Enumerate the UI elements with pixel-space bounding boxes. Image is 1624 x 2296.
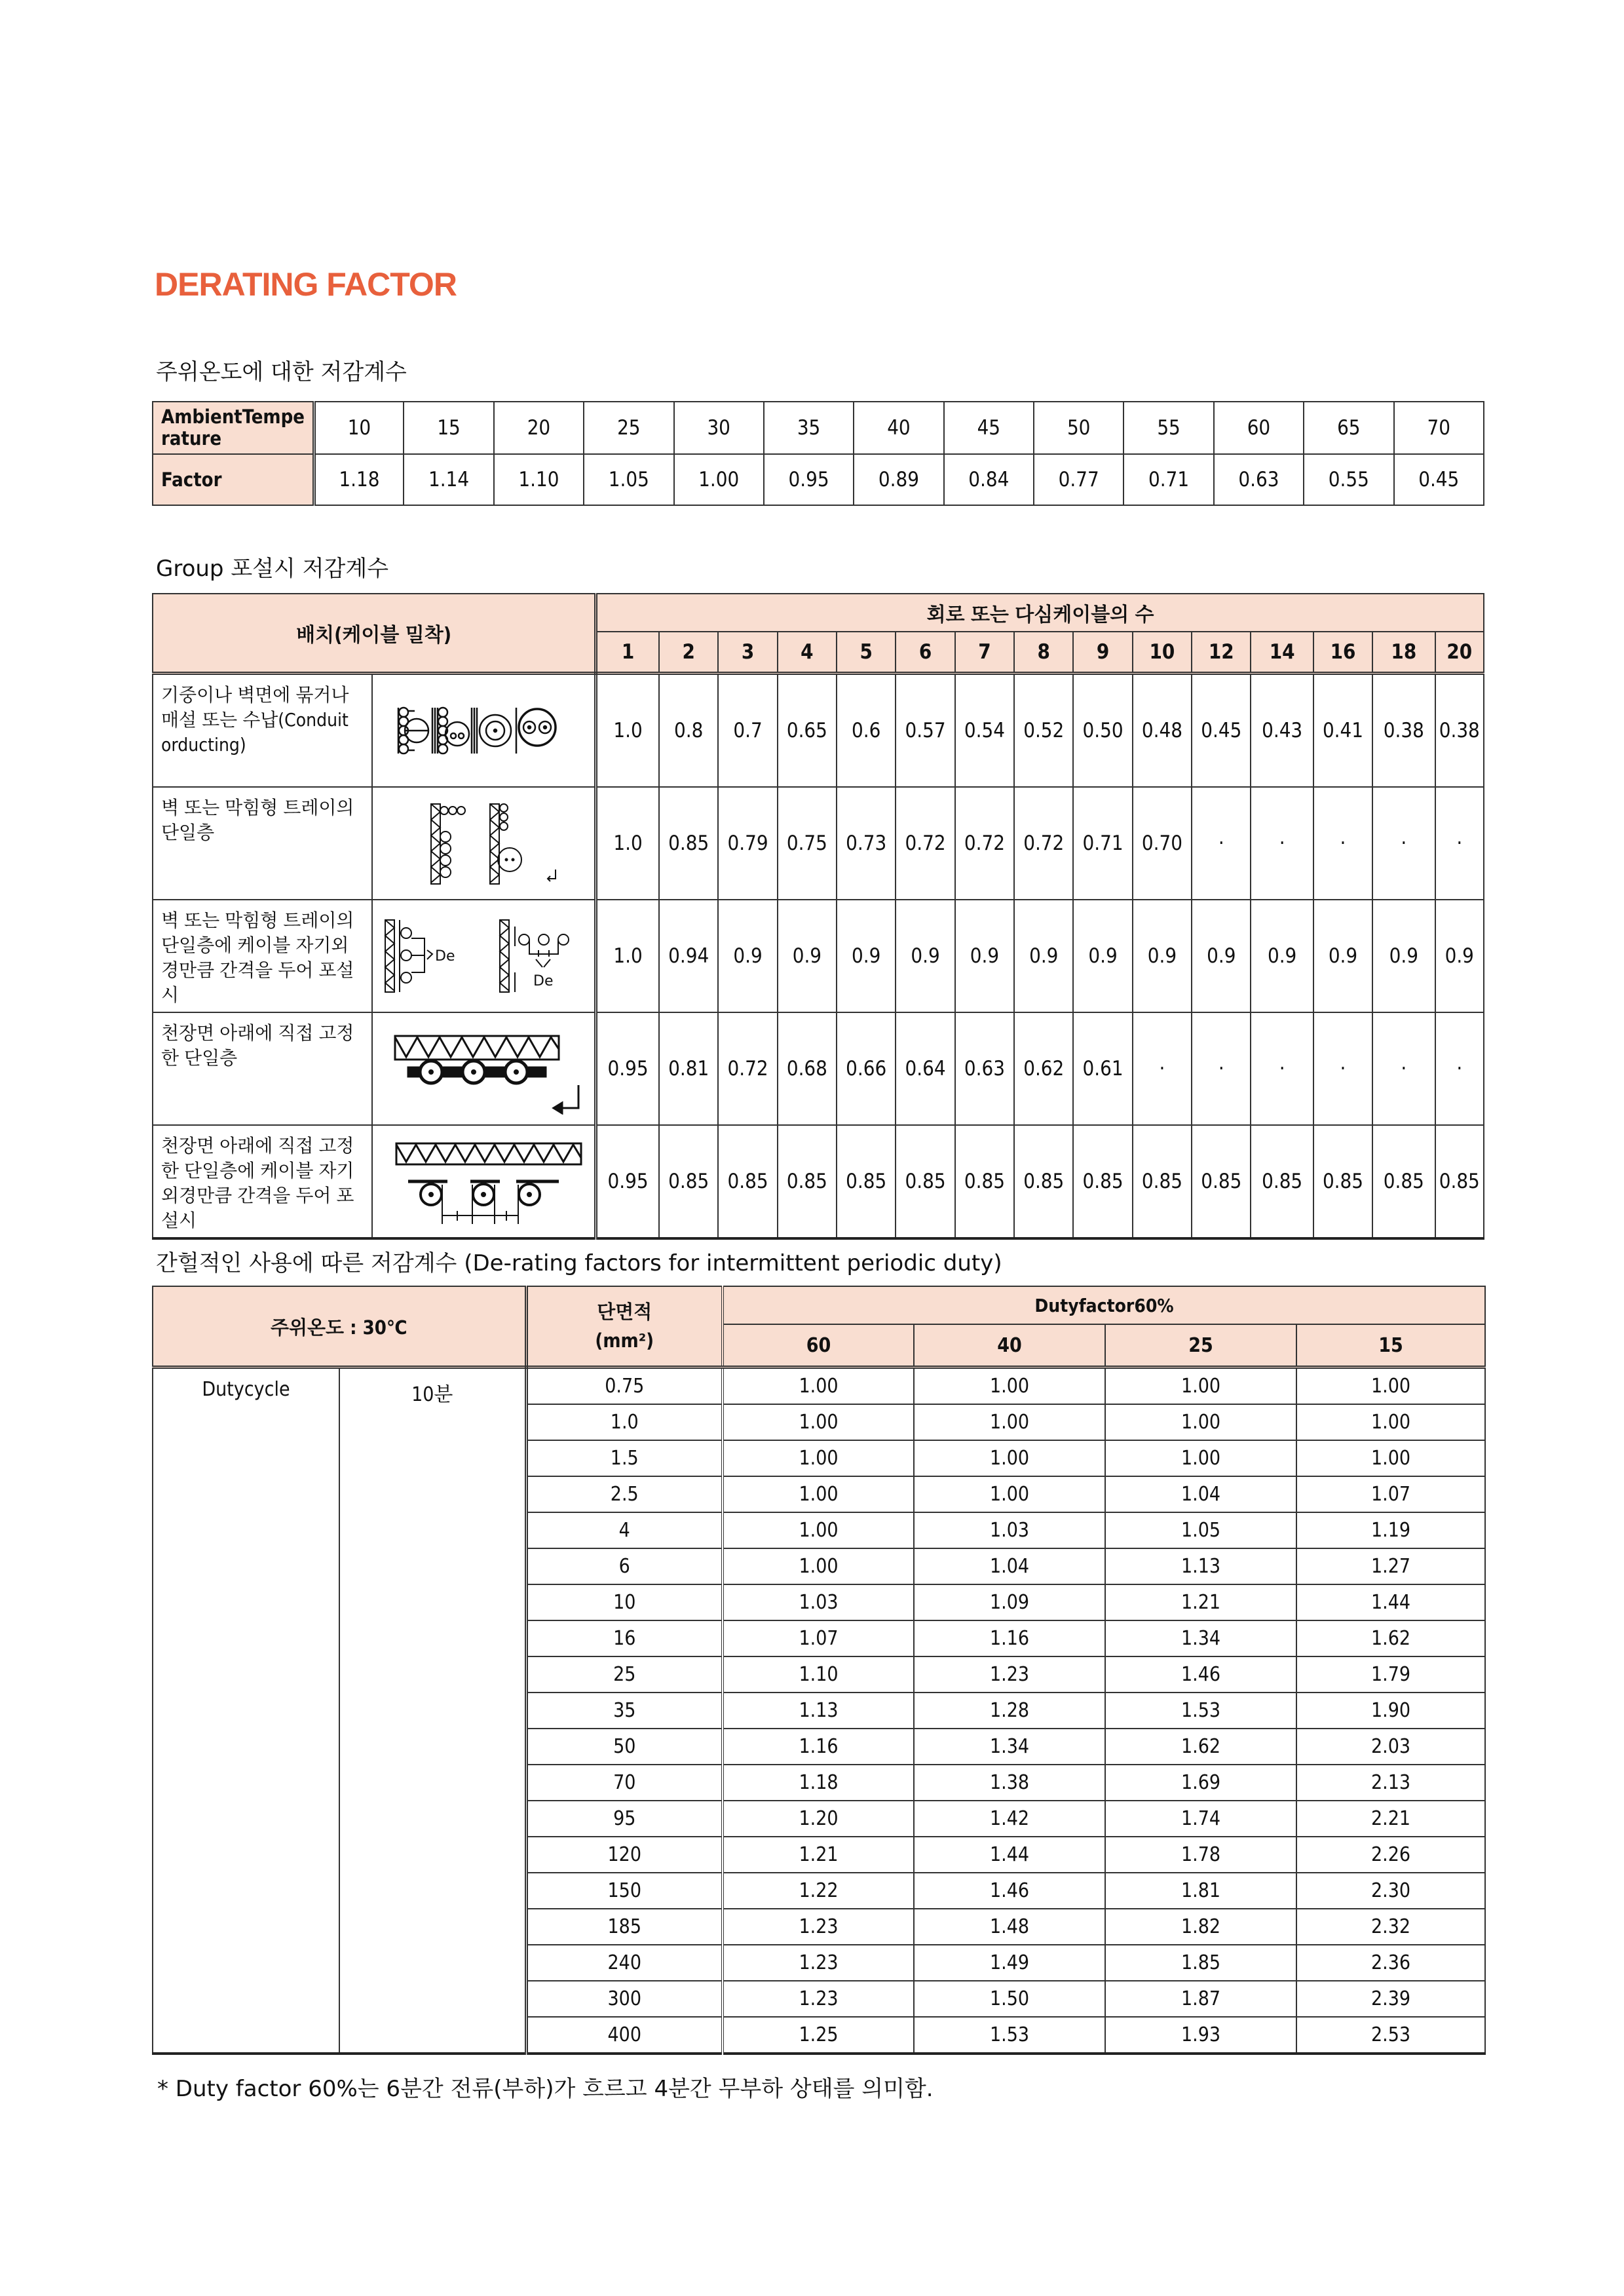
temp-cell: 50	[1034, 402, 1124, 454]
duty-table-body	[153, 1368, 1485, 2054]
duty-cycle-value: 10분	[339, 1368, 526, 2054]
count-header: 8	[1014, 632, 1073, 674]
value-cell: 1.10	[723, 1656, 914, 1693]
factor-cell: 0.70	[1133, 787, 1192, 900]
column-header: 25	[1105, 1324, 1296, 1368]
value-cell: 1.21	[1105, 1584, 1296, 1620]
factor-cell: 0.95	[596, 1012, 659, 1125]
factor-cell: 0.85	[778, 1125, 837, 1238]
count-header: 4	[778, 632, 837, 674]
temp-cell: 15	[404, 402, 493, 454]
value-cell: 1.03	[723, 1584, 914, 1620]
value-cell: 1.00	[723, 1476, 914, 1512]
arrangement-description: 벽 또는 막힘형 트레이의 단일층에 케이블 자기외경만큼 간격을 두어 포설시	[153, 900, 372, 1012]
factor-cell: 0.43	[1251, 674, 1313, 788]
factor-cell: 0.85	[1133, 1125, 1192, 1238]
value-cell: 1.16	[723, 1729, 914, 1765]
value-cell: 1.53	[914, 2017, 1105, 2054]
factor-cell: 0.72	[955, 787, 1014, 900]
factor-cell: 0.45	[1192, 674, 1251, 788]
factor-cell: 0.85	[896, 1125, 954, 1238]
value-cell: 1.00	[1105, 1440, 1296, 1476]
value-cell: 1.00	[914, 1440, 1105, 1476]
factor-cell: ·	[1372, 787, 1435, 900]
factor-cell: 0.54	[955, 674, 1014, 788]
value-cell: 1.16	[914, 1620, 1105, 1656]
value-cell: 1.22	[723, 1873, 914, 1909]
table-row	[153, 1012, 1484, 1125]
arrangement-description: 벽 또는 막힘형 트레이의 단일층	[153, 787, 372, 900]
table-row	[153, 1368, 1485, 1405]
factor-cell: 0.9	[1073, 900, 1132, 1012]
value-cell: 1.00	[723, 1404, 914, 1440]
value-cell: 1.62	[1105, 1729, 1296, 1765]
value-cell: 2.03	[1296, 1729, 1485, 1765]
factor-cell: 0.85	[659, 787, 718, 900]
factor-cell: 1.00	[674, 454, 764, 505]
ambient-section-label: 주위온도에 대한 저감계수	[156, 359, 407, 385]
value-cell: 1.00	[1105, 1404, 1296, 1440]
group-section-label: Group 포설시 저감계수	[156, 556, 389, 582]
area-cell: 240	[526, 1945, 723, 1981]
factor-cell: 0.68	[778, 1012, 837, 1125]
factor-cell: 0.38	[1435, 674, 1484, 788]
value-cell: 1.90	[1296, 1693, 1485, 1729]
area-cell: 400	[526, 2017, 723, 2054]
value-cell: 1.03	[914, 1512, 1105, 1548]
factor-cell: 0.9	[1192, 900, 1251, 1012]
column-header: 60	[723, 1324, 914, 1368]
duty-section-label: 간헐적인 사용에 따른 저감계수 (De-rating factors for intermittent periodic duty)	[156, 1250, 1002, 1276]
ambient-temperature-table	[152, 401, 1484, 506]
factor-cell: 0.89	[854, 454, 943, 505]
row-label-factor: Factor	[153, 454, 314, 505]
factor-cell: 0.79	[718, 787, 777, 900]
area-cell: 1.0	[526, 1404, 723, 1440]
svg-text:De: De	[435, 948, 455, 965]
ceiling-spaced-diagram-icon	[372, 1125, 595, 1238]
value-cell: 1.46	[1105, 1656, 1296, 1693]
area-cell: 2.5	[526, 1476, 723, 1512]
factor-cell: ·	[1192, 787, 1251, 900]
value-cell: 1.28	[914, 1693, 1105, 1729]
arrangement-header: 배치(케이블 밀착)	[153, 594, 596, 674]
value-cell: 1.07	[723, 1620, 914, 1656]
factor-cell: 0.94	[659, 900, 718, 1012]
value-cell: 1.23	[723, 1981, 914, 2017]
factor-cell: 0.45	[1394, 454, 1484, 505]
row-label-ambient-temperature: AmbientTemperature	[153, 402, 314, 454]
temp-cell: 10	[314, 402, 404, 454]
factor-cell: 0.85	[837, 1125, 896, 1238]
factor-cell: 0.72	[718, 1012, 777, 1125]
value-cell: 1.53	[1105, 1693, 1296, 1729]
factor-cell: 1.10	[494, 454, 584, 505]
count-header: 7	[955, 632, 1014, 674]
duty-cycle-label: Dutycycle	[153, 1368, 339, 2054]
factor-cell: ·	[1435, 787, 1484, 900]
count-header: 9	[1073, 632, 1132, 674]
return-arrow-icon	[562, 1085, 578, 1108]
cross-section-header	[526, 1286, 723, 1368]
factor-cell: 0.85	[955, 1125, 1014, 1238]
value-cell: 2.13	[1296, 1765, 1485, 1801]
factor-cell: 0.9	[1372, 900, 1435, 1012]
value-cell: 1.38	[914, 1765, 1105, 1801]
value-cell: 1.21	[723, 1837, 914, 1873]
value-cell: 1.48	[914, 1909, 1105, 1945]
wall-single-layer-diagram-icon	[372, 787, 595, 900]
factor-cell: ·	[1133, 1012, 1192, 1125]
area-cell: 16	[526, 1620, 723, 1656]
factor-cell: 0.84	[944, 454, 1034, 505]
factor-cell: 0.9	[955, 900, 1014, 1012]
temp-cell: 30	[674, 402, 764, 454]
cross-section-label: 단면적	[597, 1301, 652, 1323]
factor-cell: 0.7	[718, 674, 777, 788]
factor-cell: 0.55	[1304, 454, 1393, 505]
factor-cell: 0.63	[1214, 454, 1304, 505]
value-cell: 1.19	[1296, 1512, 1485, 1548]
factor-cell: ·	[1251, 1012, 1313, 1125]
value-cell: 1.44	[1296, 1584, 1485, 1620]
value-cell: 1.00	[914, 1368, 1105, 1405]
count-header: 2	[659, 632, 718, 674]
value-cell: 1.34	[914, 1729, 1105, 1765]
factor-cell: 0.85	[1372, 1125, 1435, 1238]
value-cell: 1.49	[914, 1945, 1105, 1981]
temp-cell: 55	[1124, 402, 1213, 454]
factor-cell: 1.18	[314, 454, 404, 505]
factor-cell: ·	[1192, 1012, 1251, 1125]
factor-row	[153, 454, 1484, 505]
column-header: 40	[914, 1324, 1105, 1368]
temp-cell: 35	[764, 402, 854, 454]
factor-cell: ·	[1313, 1012, 1372, 1125]
count-header: 5	[837, 632, 896, 674]
temp-cell: 20	[494, 402, 584, 454]
value-cell: 1.13	[1105, 1548, 1296, 1584]
factor-cell: 0.77	[1034, 454, 1124, 505]
factor-cell: 1.05	[584, 454, 673, 505]
arrangement-description: 천장면 아래에 직접 고정한 단일층에 케이블 자기외경만큼 간격을 두어 포설시	[153, 1125, 372, 1238]
value-cell: 1.18	[723, 1765, 914, 1801]
ambient-temp-header: 주위온도 : 30℃	[153, 1286, 526, 1368]
value-cell: 1.13	[723, 1693, 914, 1729]
count-header: 1	[596, 632, 659, 674]
area-cell: 70	[526, 1765, 723, 1801]
value-cell: 2.39	[1296, 1981, 1485, 2017]
factor-cell: 0.65	[778, 674, 837, 788]
value-cell: 1.00	[914, 1404, 1105, 1440]
value-cell: 2.26	[1296, 1837, 1485, 1873]
value-cell: 1.00	[723, 1368, 914, 1405]
bundled-cables-diagram-icon	[372, 674, 595, 788]
factor-cell: 0.48	[1133, 674, 1192, 788]
factor-cell: 0.71	[1124, 454, 1213, 505]
factor-cell: 0.9	[718, 900, 777, 1012]
cable-count-header: 회로 또는 다심케이블의 수	[596, 594, 1484, 632]
factor-cell: 1.0	[596, 787, 659, 900]
value-cell: 1.50	[914, 1981, 1105, 2017]
factor-cell: 0.81	[659, 1012, 718, 1125]
factor-cell: 0.85	[1192, 1125, 1251, 1238]
value-cell: 2.21	[1296, 1801, 1485, 1837]
value-cell: 2.36	[1296, 1945, 1485, 1981]
count-header: 6	[896, 632, 954, 674]
table-row	[153, 787, 1484, 900]
value-cell: 1.46	[914, 1873, 1105, 1909]
factor-cell: 1.0	[596, 900, 659, 1012]
factor-cell: 0.72	[896, 787, 954, 900]
arrangement-description: 천장면 아래에 직접 고정한 단일층	[153, 1012, 372, 1125]
value-cell: 1.09	[914, 1584, 1105, 1620]
factor-cell: 0.61	[1073, 1012, 1132, 1125]
factor-cell: 0.85	[1313, 1125, 1372, 1238]
table-row	[153, 1125, 1484, 1238]
area-cell: 25	[526, 1656, 723, 1693]
count-header: 3	[718, 632, 777, 674]
factor-cell: 0.85	[1014, 1125, 1073, 1238]
area-cell: 50	[526, 1729, 723, 1765]
value-cell: 1.00	[723, 1548, 914, 1584]
column-header: 15	[1296, 1324, 1485, 1368]
value-cell: 1.25	[723, 2017, 914, 2054]
factor-cell: 1.0	[596, 674, 659, 788]
value-cell: 1.42	[914, 1801, 1105, 1837]
temp-cell: 40	[854, 402, 943, 454]
value-cell: 1.23	[723, 1909, 914, 1945]
area-cell: 4	[526, 1512, 723, 1548]
value-cell: 1.05	[1105, 1512, 1296, 1548]
factor-cell: 0.85	[1251, 1125, 1313, 1238]
temp-cell: 65	[1304, 402, 1393, 454]
value-cell: 1.78	[1105, 1837, 1296, 1873]
factor-cell: 0.85	[1073, 1125, 1132, 1238]
count-header: 16	[1313, 632, 1372, 674]
value-cell: 1.20	[723, 1801, 914, 1837]
area-cell: 35	[526, 1693, 723, 1729]
value-cell: 1.00	[1296, 1440, 1485, 1476]
count-header: 12	[1192, 632, 1251, 674]
value-cell: 2.53	[1296, 2017, 1485, 2054]
factor-cell: 0.85	[1435, 1125, 1484, 1238]
count-header: 10	[1133, 632, 1192, 674]
value-cell: 1.34	[1105, 1620, 1296, 1656]
value-cell: 1.00	[723, 1440, 914, 1476]
return-arrow-icon	[548, 870, 556, 881]
factor-cell: 0.85	[718, 1125, 777, 1238]
factor-cell: 0.73	[837, 787, 896, 900]
value-cell: 1.00	[914, 1476, 1105, 1512]
factor-cell: 0.9	[1133, 900, 1192, 1012]
factor-cell: 0.52	[1014, 674, 1073, 788]
ceiling-fixed-diagram-icon	[372, 1012, 595, 1125]
factor-cell: 0.9	[896, 900, 954, 1012]
wall-spaced-diagram-icon	[372, 900, 595, 1012]
factor-cell: 0.62	[1014, 1012, 1073, 1125]
factor-cell: 0.95	[596, 1125, 659, 1238]
area-cell: 185	[526, 1909, 723, 1945]
area-cell: 6	[526, 1548, 723, 1584]
temp-cell: 60	[1214, 402, 1304, 454]
area-cell: 120	[526, 1837, 723, 1873]
temperature-row	[153, 402, 1484, 454]
factor-cell: 0.41	[1313, 674, 1372, 788]
factor-cell: ·	[1313, 787, 1372, 900]
factor-cell: 0.57	[896, 674, 954, 788]
factor-cell: 0.9	[1251, 900, 1313, 1012]
area-cell: 300	[526, 1981, 723, 2017]
table-row	[153, 900, 1484, 1012]
temp-cell: 45	[944, 402, 1034, 454]
dutyfactor-header: Dutyfactor60%	[723, 1286, 1485, 1324]
factor-cell: ·	[1251, 787, 1313, 900]
area-cell: 10	[526, 1584, 723, 1620]
factor-cell: 0.72	[1014, 787, 1073, 900]
factor-cell: 0.85	[659, 1125, 718, 1238]
temp-cell: 70	[1394, 402, 1484, 454]
area-cell: 1.5	[526, 1440, 723, 1476]
factor-cell: 0.9	[1435, 900, 1484, 1012]
cross-section-unit: (mm²)	[595, 1330, 654, 1352]
factor-cell: 0.8	[659, 674, 718, 788]
value-cell: 1.81	[1105, 1873, 1296, 1909]
group-installation-table	[152, 593, 1484, 1240]
factor-cell: 0.50	[1073, 674, 1132, 788]
value-cell: 1.27	[1296, 1548, 1485, 1584]
area-cell: 150	[526, 1873, 723, 1909]
factor-cell: 0.9	[837, 900, 896, 1012]
factor-cell: ·	[1372, 1012, 1435, 1125]
value-cell: 1.07	[1296, 1476, 1485, 1512]
factor-cell: 0.75	[778, 787, 837, 900]
duty-factor-footnote: * Duty factor 60%는 6분간 전류(부하)가 흐르고 4분간 무부하 상태를 의미함.	[157, 2076, 934, 2102]
value-cell: 2.32	[1296, 1909, 1485, 1945]
table-row	[153, 674, 1484, 788]
value-cell: 1.00	[1296, 1404, 1485, 1440]
count-header: 14	[1251, 632, 1313, 674]
temp-cell: 25	[584, 402, 673, 454]
factor-cell: 0.9	[1313, 900, 1372, 1012]
value-cell: 1.82	[1105, 1909, 1296, 1945]
area-cell: 0.75	[526, 1368, 723, 1405]
value-cell: 1.00	[723, 1512, 914, 1548]
page-title: DERATING FACTOR	[155, 266, 457, 303]
factor-cell: 0.38	[1372, 674, 1435, 788]
value-cell: 1.04	[1105, 1476, 1296, 1512]
value-cell: 1.23	[723, 1945, 914, 1981]
value-cell: 1.74	[1105, 1801, 1296, 1837]
value-cell: 1.79	[1296, 1656, 1485, 1693]
factor-cell: 1.14	[404, 454, 493, 505]
value-cell: 1.69	[1105, 1765, 1296, 1801]
count-header: 20	[1435, 632, 1484, 674]
factor-cell: ·	[1435, 1012, 1484, 1125]
count-header: 18	[1372, 632, 1435, 674]
factor-cell: 0.9	[778, 900, 837, 1012]
value-cell: 1.23	[914, 1656, 1105, 1693]
svg-text:De: De	[533, 973, 554, 989]
factor-cell: 0.95	[764, 454, 854, 505]
factor-cell: 0.64	[896, 1012, 954, 1125]
value-cell: 1.04	[914, 1548, 1105, 1584]
factor-cell: 0.63	[955, 1012, 1014, 1125]
value-cell: 1.93	[1105, 2017, 1296, 2054]
factor-cell: 0.71	[1073, 787, 1132, 900]
factor-cell: 0.66	[837, 1012, 896, 1125]
value-cell: 1.85	[1105, 1945, 1296, 1981]
value-cell: 1.00	[1296, 1368, 1485, 1405]
factor-cell: 0.6	[837, 674, 896, 788]
value-cell: 1.44	[914, 1837, 1105, 1873]
value-cell: 2.30	[1296, 1873, 1485, 1909]
area-cell: 95	[526, 1801, 723, 1837]
arrangement-description: 기중이나 벽면에 묶거나 매설 또는 수납(Conduit orducting)	[153, 674, 372, 788]
value-cell: 1.87	[1105, 1981, 1296, 2017]
factor-cell: 0.9	[1014, 900, 1073, 1012]
value-cell: 1.62	[1296, 1620, 1485, 1656]
intermittent-duty-table	[152, 1286, 1486, 2055]
value-cell: 1.00	[1105, 1368, 1296, 1405]
